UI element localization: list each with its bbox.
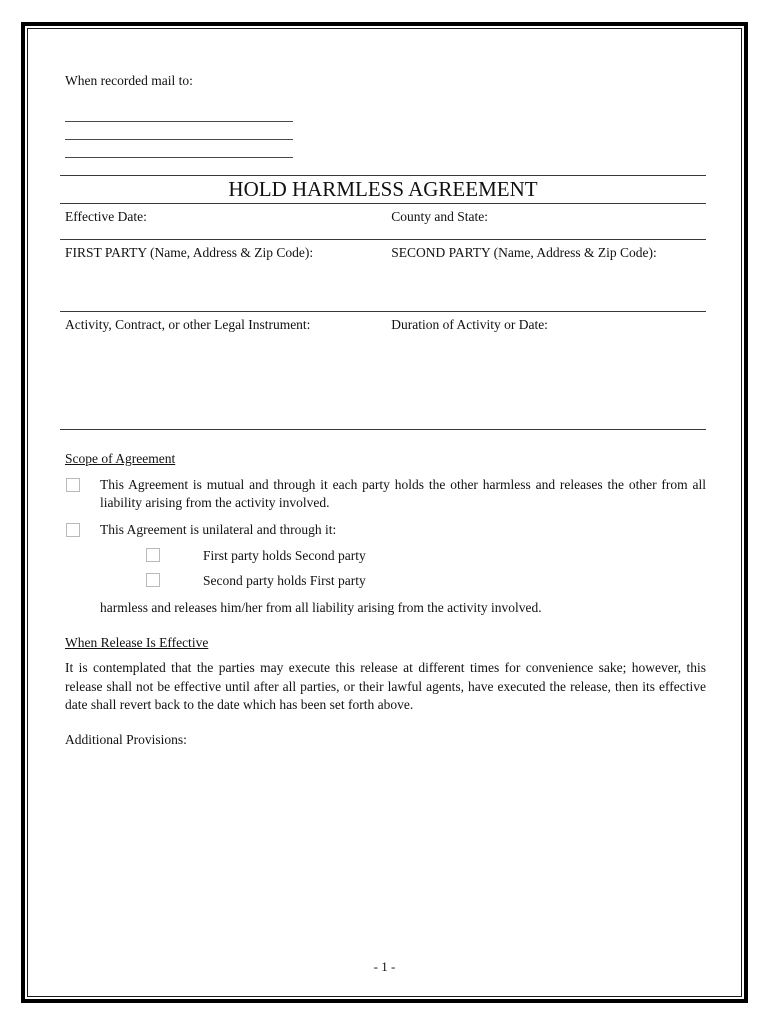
release-paragraph: It is contemplated that the parties may execute this release at different times for convenience sake; however, this release shall not be effective until after all parties, or their lawful agents, have executed the release, then its effective date shall revert back to the date which has been set forth above.	[65, 660, 706, 712]
write-in-line-2[interactable]	[65, 122, 293, 140]
page-border-frame	[21, 22, 748, 1003]
table-row-dates	[60, 204, 706, 240]
mutual-option-row	[60, 476, 706, 512]
unilateral-checkbox[interactable]	[66, 523, 80, 537]
activity-field[interactable]: Activity, Contract, or other Legal Instrument:	[65, 317, 311, 332]
first-party-field[interactable]: FIRST PARTY (Name, Address & Zip Code):	[65, 245, 314, 260]
first-holds-second-label: First party holds Second party	[203, 548, 366, 563]
write-in-line-1[interactable]	[65, 104, 293, 122]
duration-field[interactable]: Duration of Activity or Date:	[391, 317, 548, 332]
additional-provisions-label[interactable]: Additional Provisions:	[65, 731, 187, 747]
first-holds-second-checkbox[interactable]	[146, 548, 160, 562]
document-title: HOLD HARMLESS AGREEMENT	[60, 176, 706, 204]
scope-closing-text: harmless and releases him/her from all liability arising from the activity involved.	[100, 600, 542, 615]
agreement-info-table	[60, 175, 706, 430]
page-inner-frame	[27, 28, 742, 997]
mutual-checkbox[interactable]	[66, 478, 80, 492]
first-holds-second-row	[60, 547, 706, 565]
scope-heading: Scope of Agreement	[65, 451, 176, 466]
second-holds-first-row	[60, 572, 706, 590]
table-row-activity	[60, 312, 706, 430]
mail-to-write-in-block	[60, 104, 706, 158]
county-state-field[interactable]: County and State:	[391, 209, 488, 224]
effective-date-field[interactable]: Effective Date:	[65, 209, 147, 224]
mutual-option-label: This Agreement is mutual and through it each party holds the other harmless and releases the other from all liability arising from the activity involved.	[100, 477, 706, 510]
second-holds-first-checkbox[interactable]	[146, 573, 160, 587]
unilateral-option-row	[60, 521, 706, 539]
release-heading: When Release Is Effective	[65, 635, 209, 650]
second-party-field[interactable]: SECOND PARTY (Name, Address & Zip Code):	[391, 245, 657, 260]
document-content	[60, 29, 706, 749]
page-number: - 1 -	[373, 959, 396, 974]
write-in-line-3[interactable]	[65, 140, 293, 158]
table-row-parties	[60, 240, 706, 312]
mail-to-label: When recorded mail to:	[65, 73, 193, 88]
unilateral-option-label: This Agreement is unilateral and through it:	[100, 522, 337, 537]
second-holds-first-label: Second party holds First party	[203, 573, 366, 588]
